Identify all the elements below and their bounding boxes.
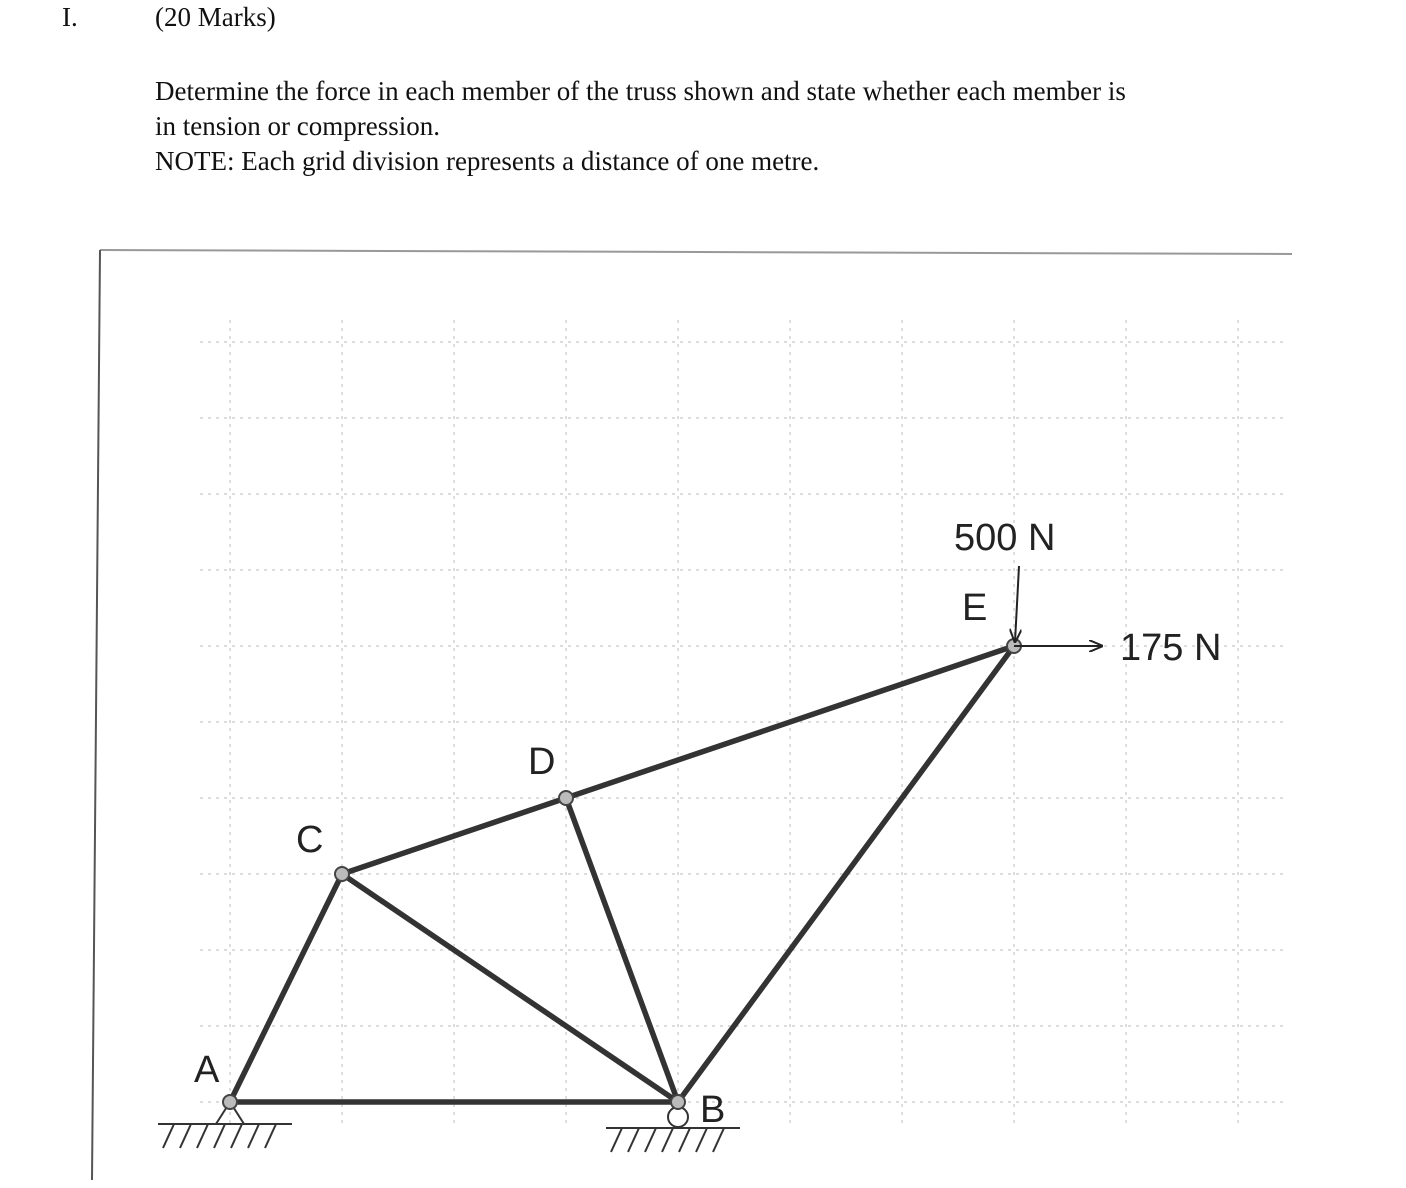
pin-support-A-hatch [248, 1124, 259, 1148]
joint-label-A: A [194, 1049, 220, 1091]
pin-support-A-hatch [231, 1124, 242, 1148]
pin-support-A-hatch [265, 1124, 276, 1148]
question-number: I. [62, 2, 78, 32]
roller-support-B-hatch [611, 1128, 622, 1152]
pin-support-A-hatch [163, 1124, 174, 1148]
question-marks: (20 Marks) [155, 2, 276, 32]
grid-frame-top [100, 250, 1292, 254]
pin-support-A-hatch [197, 1124, 208, 1148]
statement-note: NOTE: Each grid division represents a distance of one metre. [155, 146, 820, 176]
roller-support-B-hatch [713, 1128, 724, 1152]
member-DB [566, 798, 678, 1102]
member-AC [230, 874, 342, 1102]
joint-A [223, 1095, 237, 1109]
pin-support-A-hatch [180, 1124, 191, 1148]
roller-support-B-hatch [696, 1128, 707, 1152]
joint-label-C: C [296, 819, 324, 861]
pin-support-A-hatch [214, 1124, 225, 1148]
member-CB [342, 874, 678, 1102]
load-label-horizontal: 175 N [1120, 627, 1222, 669]
joint-label-D: D [528, 741, 556, 783]
roller-support-B-hatch [645, 1128, 656, 1152]
statement-line-1: Determine the force in each member of the truss shown and state whether each member is [155, 76, 1126, 106]
grid-frame-left [92, 250, 100, 1180]
roller-support-B-hatch [679, 1128, 690, 1152]
joint-D [559, 791, 573, 805]
joint-label-B: B [700, 1089, 726, 1131]
joint-C [335, 867, 349, 881]
load-label-vertical: 500 N [954, 517, 1056, 559]
load-arrow-down [1015, 566, 1019, 642]
roller-support-B-hatch [662, 1128, 673, 1152]
roller-support-B-hatch [628, 1128, 639, 1152]
joint-label-E: E [962, 587, 988, 629]
statement-line-2: in tension or compression. [155, 111, 440, 141]
joint-B [671, 1095, 685, 1109]
